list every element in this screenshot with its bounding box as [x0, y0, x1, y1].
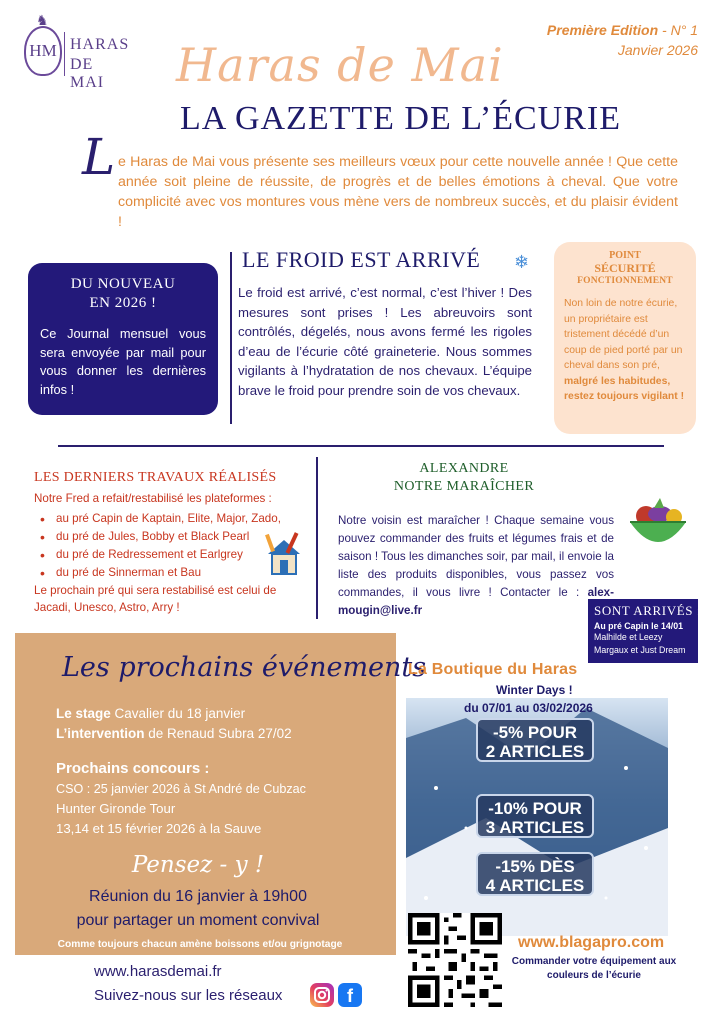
event-intervention-text: de Renaud Subra 27/02 [144, 726, 292, 741]
cold-section-title: LE FROID EST ARRIVÉ [242, 247, 481, 272]
page-title: LA GAZETTE DE L’ÉCURIE [180, 100, 621, 137]
news-box-title [40, 275, 206, 313]
works-next: Le prochain pré qui sera restabilisé est celui de Jacadi, Unesco, Astro, Arry ! [34, 584, 277, 614]
facebook-icon[interactable]: f [338, 983, 362, 1007]
edition-number: - N° 1 [658, 22, 698, 38]
footer-social-text: Suivez-nous sur les réseaux [94, 987, 283, 1004]
instagram-icon[interactable] [310, 983, 334, 1007]
grower-title [352, 460, 576, 496]
logo-monogram: HM [24, 26, 62, 76]
shop-website-link[interactable]: www.blagapro.com [518, 934, 665, 951]
safety-text-warning: malgré les habitudes, restez toujours vigilant ! [564, 375, 685, 402]
events-title: Les prochains événements [62, 652, 427, 683]
event-stage-label: Le stage [56, 706, 111, 721]
section-separator [58, 445, 664, 447]
safety-title-1: POINT [609, 250, 641, 261]
competition-hunter: Hunter Gironde Tour [56, 801, 176, 816]
competition-hunter-dates: 13,14 et 15 février 2026 à la Sauve [56, 821, 262, 836]
script-title: Haras de Mai [176, 38, 504, 92]
safety-title-3: FONCTIONNEMENT [577, 276, 673, 286]
logo-text-line2: DE MAI [70, 56, 105, 91]
horse-icon: ♞ [36, 12, 49, 28]
arrivals-line: Malhilde et Leezy [594, 632, 663, 642]
news-title-line2: EN 2026 ! [89, 295, 157, 311]
event-intervention-label: L’intervention [56, 726, 145, 741]
list-item: • au pré Capin de Kaptain, Elite, Major, Zado, [40, 510, 281, 528]
qr-code-icon[interactable] [408, 913, 502, 1007]
shop-promo-image [406, 698, 668, 936]
safety-title-2: SÉCURITÉ [594, 261, 656, 275]
event-stage-text: Cavalier du 18 janvier [110, 706, 246, 721]
cold-section-text: Le froid est arrivé, c’est normal, c’est l’hiver ! Des mesures sont prises ! Les abreuvoirs sont contrôlés, dégelés, nous avons fermé les rigoles d’eau de l’écurie côté graineterie. Nous sommes vigilants à l’hydratation de nos chevaux. L’équipe brave le froid pour prendre soin de vos chevaux. [238, 285, 532, 398]
edition-info [547, 20, 698, 60]
grower-email-link[interactable]: alex-mougin@live.fr [338, 586, 614, 617]
shop-sale-dates: du 07/01 au 03/02/2026 [464, 701, 593, 715]
event-intervention [56, 726, 292, 741]
safety-text-body: Non loin de notre écurie, un propriétaire est tristement décédé d’un coup de pied porté par un cheval dans son pré, [564, 298, 683, 371]
vertical-divider [230, 252, 232, 424]
promo-line: -15% DÈS [495, 857, 575, 876]
reminder-heading: Pensez - y ! [131, 852, 265, 878]
grower-text-body: Notre voisin est maraîcher ! Chaque semaine vous pouvez commander des fruits et légumes frais et de saison ! Tous les dimanches soir, par mail, il envoie la liste des produits disponibles, vous passez vos commandes, il vous livre ! Contacter le : [338, 514, 614, 599]
promo-line: 2 ARTICLES [485, 742, 585, 761]
snowflake-icon: ❄ [514, 252, 530, 272]
event-stage [56, 706, 245, 721]
meeting-subtext: pour partager un moment convival [76, 912, 320, 929]
promo-line: 4 ARTICLES [485, 876, 585, 895]
competitions-title: Prochains concours : [56, 760, 210, 777]
logo-text-line1: HARAS [70, 36, 130, 53]
shop-order-text: Commander votre équipement aux couleurs de l’écurie [511, 956, 677, 981]
intro-text: e Haras de Mai vous présente ses meilleurs vœux pour cette nouvelle année ! Que cette année soit pleine de réussite, de progrès et de belles émotions à cheval. Que votre complicité avec vos montures vous mène vers de nombreux succès, et du plaisir évident ! [118, 154, 678, 230]
logo [24, 12, 132, 91]
shop-title: La Boutique du Haras [408, 661, 578, 678]
safety-text [564, 296, 686, 405]
arrivals-subtitle: Au pré Capin le 14/01 [594, 621, 683, 631]
grower-text [338, 512, 614, 620]
arrivals-title: SONT ARRIVÉS : [594, 603, 702, 618]
house-tools-icon [262, 530, 306, 578]
promo-line: -5% POUR [492, 723, 578, 742]
promo-badge [476, 794, 594, 838]
safety-box [554, 242, 696, 434]
grower-title-line1: ALEXANDRE [419, 461, 509, 476]
works-intro: Notre Fred a refait/restabilisé les plateformes : [34, 492, 272, 505]
list-item: • du pré de Jules, Bobby et Black Pearl [40, 528, 281, 546]
edition-date: Janvier 2026 [617, 42, 698, 58]
promo-badge [476, 718, 594, 762]
grower-title-line2: NOTRE MARAÎCHER [393, 479, 535, 494]
list-item: • du pré de Redressement et Earlgrey [40, 546, 281, 564]
footer-website-link[interactable]: www.harasdemai.fr [94, 963, 222, 980]
news-title-line1: DU NOUVEAU [70, 276, 176, 292]
vegetable-bowl-icon [626, 492, 690, 556]
vertical-divider [316, 457, 318, 619]
arrivals-line: Margaux et Just Dream [594, 645, 686, 655]
shop-sale-name: Winter Days ! [496, 683, 573, 697]
works-title: LES DERNIERS TRAVAUX RÉALISÉS [34, 470, 277, 485]
news-box-text: Ce Journal mensuel vous sera envoyée par mail pour vous donner les dernières infos ! [40, 326, 206, 397]
list-item: • du pré de Sinnerman et Bau [40, 564, 281, 582]
promo-line: 3 ARTICLES [485, 818, 585, 837]
meeting-note: Comme toujours chacun amène boissons et/ou grignotage [57, 939, 343, 950]
logo-divider [64, 32, 65, 76]
meeting-text: Réunion du 16 janvier à 19h00 [89, 888, 307, 905]
competition-cso: CSO : 25 janvier 2026 à St André de Cubzac [56, 782, 306, 796]
news-box [28, 263, 218, 415]
promo-badge [476, 852, 594, 896]
promo-line: -10% POUR [488, 799, 582, 818]
arrivals-box [588, 599, 702, 663]
intro-dropcap: L [82, 128, 116, 186]
edition-label: Première Edition [546, 22, 659, 38]
works-list [40, 510, 281, 582]
